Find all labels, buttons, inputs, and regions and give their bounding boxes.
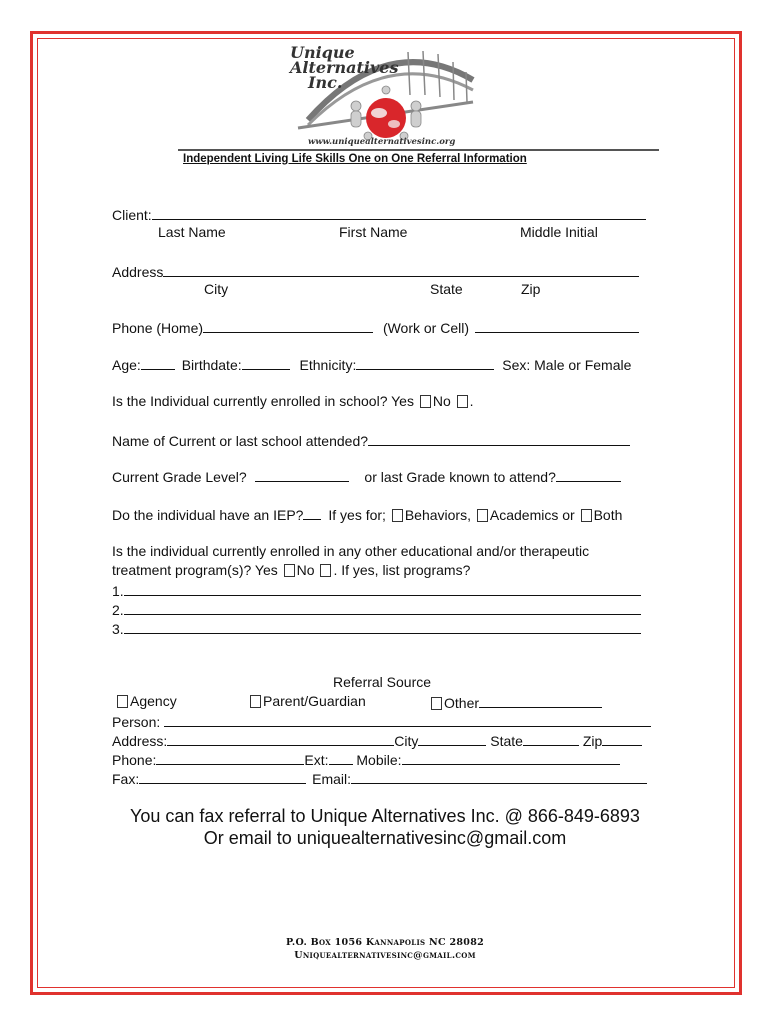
referral-city-label: City (394, 733, 419, 749)
referral-city-field[interactable] (418, 731, 486, 746)
behaviors-label: Behaviors, (404, 507, 471, 523)
referral-phone-row (112, 750, 620, 768)
footer-email: Uniquealternativesinc@gmail.com (294, 950, 476, 961)
email-instruction: Or email to uniquealternativesinc@gmail.com (203, 828, 567, 848)
programs-no-label: No (296, 562, 315, 578)
state-caption: State (430, 281, 463, 297)
middle-initial-caption: Middle Initial (520, 224, 598, 240)
enrolled-period: . (469, 393, 474, 409)
client-name-field[interactable] (152, 205, 646, 220)
person-field[interactable] (164, 712, 651, 727)
other-checkbox[interactable] (431, 697, 442, 710)
last-name-caption: Last Name (158, 224, 226, 240)
programs-question-row (112, 562, 470, 578)
phone-work-field[interactable] (475, 318, 639, 333)
age-field[interactable] (141, 355, 175, 370)
demographics-row (112, 355, 631, 373)
program-number-1: 1. (112, 583, 124, 599)
programs-question-line2: treatment program(s)? Yes (112, 562, 278, 578)
referral-state-field[interactable] (523, 731, 579, 746)
city-caption: City (204, 281, 229, 297)
referral-email-label: Email: (312, 771, 352, 787)
program-line-1 (112, 581, 641, 599)
iep-question: Do the individual have an IEP? (112, 507, 304, 523)
referral-state-label: State (490, 733, 523, 749)
behaviors-checkbox[interactable] (392, 509, 403, 522)
both-checkbox[interactable] (581, 509, 592, 522)
first-name-caption: First Name (339, 224, 408, 240)
referral-type-row (117, 693, 177, 709)
referral-fax-label: Fax: (112, 771, 140, 787)
address-field[interactable] (163, 262, 639, 277)
school-name-field[interactable] (368, 431, 630, 446)
footer-address: P.O. Box 1056 Kannapolis NC 28082 (285, 937, 485, 948)
referral-ext-label: Ext: (304, 752, 329, 768)
iep-row (112, 505, 622, 523)
other-row (431, 693, 602, 711)
sex-label: Sex: Male or Female (502, 357, 632, 373)
referral-address-label: Address: (112, 733, 168, 749)
program-line-2 (112, 600, 641, 618)
enrolled-yes-checkbox[interactable] (420, 395, 431, 408)
programs-question-line1: Is the individual currently enrolled in any other educational and/or therapeutic (112, 543, 590, 559)
referral-mobile-field[interactable] (402, 750, 620, 765)
programs-yes-checkbox[interactable] (284, 564, 295, 577)
referral-email-field[interactable] (351, 769, 647, 784)
header-rule (178, 149, 659, 151)
company-logo (278, 40, 478, 148)
grade-field[interactable] (255, 467, 349, 482)
address-label: Address (112, 264, 164, 280)
last-grade-label: or last Grade known to attend? (364, 469, 556, 485)
address-row (112, 262, 639, 280)
grade-label: Current Grade Level? (112, 469, 247, 485)
logo-line2: Alternatives (290, 58, 399, 77)
enrolled-no-checkbox[interactable] (457, 395, 468, 408)
academics-checkbox[interactable] (477, 509, 488, 522)
referral-heading: Referral Source (333, 674, 432, 690)
age-label: Age: (112, 357, 141, 373)
programs-if-yes: . If yes, list programs? (333, 562, 471, 578)
phone-home-label: Phone (Home) (112, 320, 204, 336)
referral-fax-row (112, 769, 647, 787)
parent-checkbox[interactable] (250, 695, 261, 708)
enrolled-question: Is the Individual currently enrolled in school? Yes (112, 393, 414, 409)
fax-instruction: You can fax referral to Unique Alternatives Inc. @ 866-849-6893 (130, 806, 640, 826)
enrolled-no-label: No (432, 393, 451, 409)
referral-address-field[interactable] (167, 731, 394, 746)
last-grade-field[interactable] (556, 467, 621, 482)
logo-line3: Inc. (308, 73, 343, 92)
program-number-2: 2. (112, 602, 124, 618)
referral-ext-field[interactable] (329, 750, 353, 765)
phone-row (112, 318, 639, 336)
referral-address-row (112, 731, 642, 749)
program-field-2[interactable] (124, 600, 641, 615)
agency-checkbox[interactable] (117, 695, 128, 708)
agency-label: Agency (130, 693, 177, 709)
program-field-1[interactable] (124, 581, 641, 596)
program-field-3[interactable] (124, 619, 641, 634)
school-name-row (112, 431, 630, 449)
birthdate-field[interactable] (242, 355, 290, 370)
program-number-3: 3. (112, 621, 124, 637)
client-row (112, 205, 646, 223)
ethnicity-label: Ethnicity: (299, 357, 357, 373)
referral-zip-field[interactable] (602, 731, 642, 746)
zip-caption: Zip (521, 281, 541, 297)
iep-if-yes-label: If yes for; (328, 507, 386, 523)
program-line-3 (112, 619, 641, 637)
iep-field[interactable] (303, 505, 321, 520)
referral-zip-label: Zip (582, 733, 603, 749)
form-title: Independent Living Life Skills One on One Referral Information (183, 153, 527, 165)
logo-line1: Unique (290, 43, 355, 62)
person-row (112, 712, 651, 730)
logo-url: www.uniquealternativesinc.org (308, 137, 456, 147)
ethnicity-field[interactable] (356, 355, 494, 370)
parent-row (250, 693, 366, 709)
grade-row (112, 467, 621, 485)
parent-label: Parent/Guardian (263, 693, 366, 709)
phone-home-field[interactable] (203, 318, 373, 333)
enrolled-row (112, 393, 474, 409)
referral-fax-field[interactable] (139, 769, 306, 784)
both-label: Both (593, 507, 623, 523)
referral-phone-field[interactable] (156, 750, 304, 765)
client-label: Client: (112, 207, 152, 223)
school-name-label: Name of Current or last school attended? (112, 433, 369, 449)
programs-no-checkbox[interactable] (320, 564, 331, 577)
referral-phone-label: Phone: (112, 752, 157, 768)
other-label: Other (444, 695, 480, 711)
academics-label: Academics or (489, 507, 575, 523)
referral-mobile-label: Mobile: (356, 752, 402, 768)
person-label: Person: (112, 714, 161, 730)
other-field[interactable] (479, 693, 602, 708)
birthdate-label: Birthdate: (181, 357, 242, 373)
phone-work-label: (Work or Cell) (382, 320, 470, 336)
